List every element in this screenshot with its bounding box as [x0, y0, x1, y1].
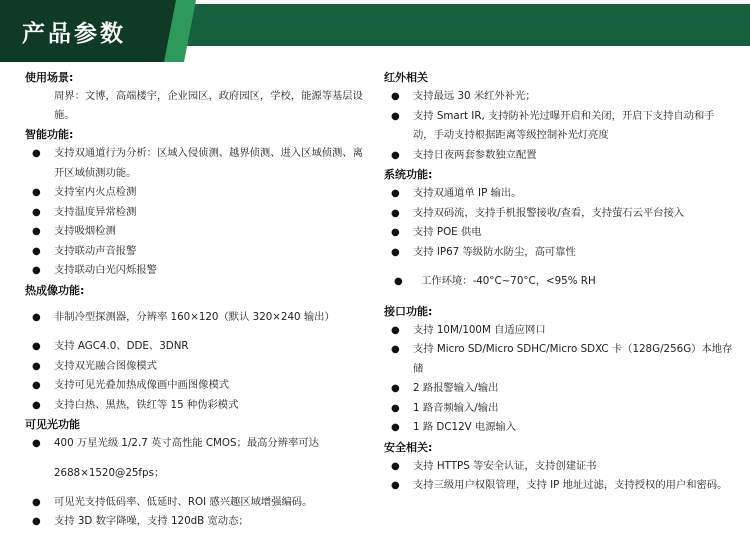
bullet-icon: ● [394, 276, 403, 287]
list-item: ● 支持联动声音报警 [25, 242, 365, 262]
list-item: ● 可见光支持低码率、低延时、ROI 感兴趣区域增强编码。 [25, 493, 365, 513]
list-item: ● 400 万星光级 1/2.7 英寸高性能 CMOS；最高分辨率可达 [25, 434, 365, 454]
list-item: ● 支持最远 30 米红外补光； [384, 87, 734, 107]
list-item: ● 支持三级用户权限管理，支持 IP 地址过滤，支持授权的用户和密码。 [384, 476, 734, 496]
right-column [384, 68, 734, 496]
page-title: 产品参数 [22, 21, 126, 47]
list-item: ● 支持 IP67 等级防水防尘，高可靠性 [384, 243, 734, 263]
list-item: ● 非制冷型探测器，分辨率 160×120（默认 320×240 输出） [25, 308, 365, 328]
list-item: ● 1 路音频输入/输出 [384, 399, 734, 419]
bullet-icon: ● [391, 324, 400, 336]
bullet-icon: ● [32, 360, 41, 372]
list-item: ● 支持白热、黑热，铁红等 15 种伪彩模式 [25, 396, 365, 416]
bullet-icon: ● [32, 438, 41, 449]
bullet-icon: ● [32, 341, 41, 352]
bullet-icon: ● [391, 149, 400, 161]
list-item: ● 支持日夜两套参数独立配置 [384, 146, 734, 166]
section-security-title: 安全相关: [384, 440, 433, 454]
list-item: ● 支持双通道单 IP 输出。 [384, 184, 734, 204]
usage-text: 周界：文博，高端楼宇，企业园区，政府园区，学校，能源等基层设施。 [54, 90, 363, 121]
list-item: ● 支持 POE 供电 [384, 223, 734, 243]
list-item: ● 支持双光融合图像模式 [25, 357, 365, 377]
list-item: ● 支持 Micro SD/Micro SDHC/Micro SDXC 卡（128G/256G）本地存储 [384, 340, 734, 379]
bullet-icon: ● [32, 516, 41, 527]
list-item: ● 支持双通道行为分析：区域入侵侦测、越界侦测、进入区域侦测、离开区域侦测功能。 [25, 144, 365, 183]
bullet-icon: ● [391, 422, 400, 433]
bullet-icon: ● [391, 91, 400, 102]
list-item: ● 支持可见光叠加热成像画中画图像模式 [25, 376, 365, 396]
list-item: ● 支持 Smart IR, 支持防补光过曝开启和关闭，开启下支持自动和手动，手动支持根据距离等级控制补光灯亮度 [384, 107, 734, 146]
bullet-icon: ● [32, 187, 41, 198]
bullet-icon: ● [391, 110, 400, 122]
list-item-env: ● 工作环境：-40°C~70°C，<95% RH [384, 272, 734, 292]
section-thermal-title: 热成像功能: [25, 283, 85, 297]
bullet-icon: ● [32, 265, 41, 276]
bullet-icon: ● [391, 188, 400, 199]
section-system-title: 系统功能: [384, 168, 433, 181]
bullet-icon: ● [391, 344, 400, 355]
header-bar [174, 4, 750, 46]
bullet-icon: ● [391, 227, 400, 238]
list-item-continuation: 2688×1520@25fps； [54, 466, 165, 479]
bullet-icon: ● [32, 226, 41, 237]
list-item: ● 支持 3D 数字降噪，支持 120dB 宽动态； [25, 512, 365, 532]
list-item: ● 支持 HTTPS 等安全认证，支持创建证书 [384, 457, 734, 477]
bullet-icon: ● [32, 148, 41, 159]
bullet-icon: ● [391, 246, 400, 258]
section-smart-title: 智能功能: [25, 128, 74, 141]
bullet-icon: ● [391, 460, 400, 472]
section-usage-title: 使用场景: [25, 71, 74, 84]
list-item: ● 支持温度异常检测 [25, 203, 365, 223]
bullet-icon: ● [391, 480, 400, 491]
bullet-icon: ● [32, 399, 41, 411]
list-item: ● 支持双码流，支持手机报警接收/查看，支持萤石云平台接入 [384, 204, 734, 224]
left-column [25, 68, 365, 532]
section-visible-title: 可见光功能 [25, 418, 80, 431]
bullet-icon: ● [391, 383, 400, 394]
bullet-icon: ● [32, 206, 41, 218]
header-banner [0, 0, 750, 62]
section-ir-title: 红外相关 [384, 71, 428, 84]
bullet-icon: ● [391, 402, 400, 414]
list-item: ● 支持室内火点检测 [25, 183, 365, 203]
bullet-icon: ● [32, 311, 41, 323]
list-item: ● 支持 10M/100M 自适应网口 [384, 321, 734, 341]
bullet-icon: ● [32, 496, 41, 508]
section-interface-title: 接口功能: [384, 304, 433, 318]
list-item: ● 支持 AGC4.0、DDE、3DNR [25, 337, 365, 357]
list-item: ● 支持联动白光闪烁报警 [25, 261, 365, 281]
list-item: ● 2 路报警输入/输出 [384, 379, 734, 399]
list-item: ● 支持吸烟检测 [25, 222, 365, 242]
bullet-icon: ● [32, 245, 41, 257]
list-item: ● 1 路 DC12V 电源输入 [384, 418, 734, 438]
bullet-icon: ● [391, 207, 400, 219]
bullet-icon: ● [32, 380, 41, 391]
